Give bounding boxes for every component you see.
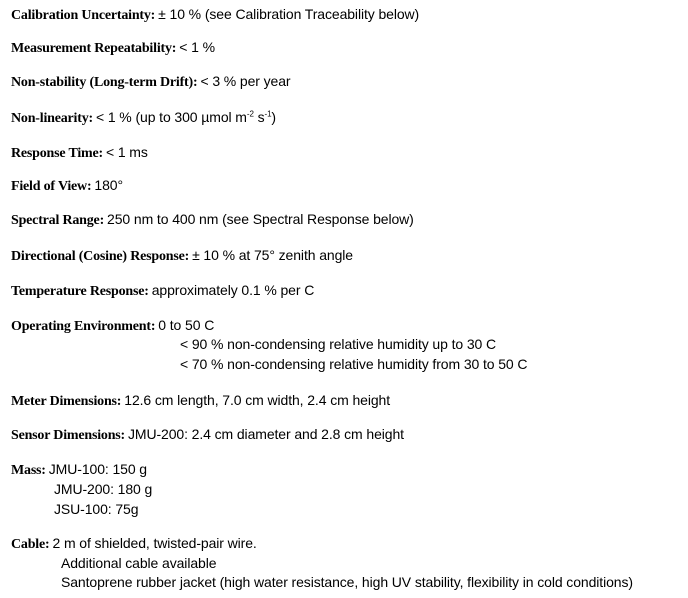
spec-label: Temperature Response: xyxy=(11,284,149,299)
spec-value: ± 10 % (see Calibration Traceability below) xyxy=(158,6,420,22)
spec-label: Measurement Repeatability: xyxy=(11,41,177,56)
spec-response-time xyxy=(11,144,148,162)
spec-label: Sensor Dimensions: xyxy=(11,428,125,443)
spec-mass xyxy=(11,461,147,479)
spec-temperature-response xyxy=(11,282,314,300)
spec-value: < 1 ms xyxy=(105,144,148,160)
spec-cable xyxy=(11,535,257,553)
spec-continuation-line: < 90 % non-condensing relative humidity up to 30 C xyxy=(180,336,497,352)
spec-value: < 1 % xyxy=(179,39,215,55)
spec-label: Non-linearity: xyxy=(11,111,93,126)
spec-value: 250 nm to 400 nm (see Spectral Response below) xyxy=(107,211,414,227)
spec-value-superscript: -1 xyxy=(264,109,272,119)
spec-value: 12.6 cm length, 7.0 cm width, 2.4 cm height xyxy=(124,392,390,408)
spec-continuation-line: < 70 % non-condensing relative humidity from 30 to 50 C xyxy=(180,356,528,372)
spec-value: 180° xyxy=(94,177,123,193)
spec-label: Cable: xyxy=(11,537,50,552)
spec-value: ± 10 % at 75° zenith angle xyxy=(192,247,353,263)
spec-field-of-view xyxy=(11,177,123,195)
spec-continuation-line: JSU-100: 75g xyxy=(54,501,139,517)
spec-measurement-repeatability xyxy=(11,39,215,57)
spec-sensor-dimensions xyxy=(11,426,404,444)
spec-value: 2 m of shielded, twisted-pair wire. xyxy=(52,535,257,551)
spec-label: Directional (Cosine) Response: xyxy=(11,249,190,264)
spec-spectral-range xyxy=(11,211,414,229)
spec-value: approximately 0.1 % per C xyxy=(151,282,315,298)
spec-label: Response Time: xyxy=(11,146,103,161)
spec-value-prefix: < 1 % (up to 300 µmol m xyxy=(95,109,247,125)
spec-value: 0 to 50 C xyxy=(158,317,215,333)
spec-meter-dimensions xyxy=(11,392,390,410)
spec-value-suffix: ) xyxy=(271,109,276,125)
spec-label: Meter Dimensions: xyxy=(11,394,122,409)
spec-label: Field of View: xyxy=(11,179,92,194)
spec-directional-response xyxy=(11,247,353,265)
spec-value-superscript: -2 xyxy=(246,109,254,119)
spec-non-linearity xyxy=(11,109,276,127)
spec-operating-environment xyxy=(11,317,214,335)
spec-calibration-uncertainty xyxy=(11,6,419,24)
spec-non-stability xyxy=(11,73,291,91)
spec-value xyxy=(96,109,276,125)
spec-value: JMU-100: 150 g xyxy=(48,461,147,477)
spec-value-mid: s xyxy=(253,109,265,125)
spec-label: Calibration Uncertainty: xyxy=(11,8,156,23)
spec-value: JMU-200: 2.4 cm diameter and 2.8 cm height xyxy=(128,426,404,442)
spec-value: < 3 % per year xyxy=(200,73,291,89)
spec-continuation-line: Santoprene rubber jacket (high water resistance, high UV stability, flexibility in cold conditions) xyxy=(61,574,633,590)
spec-continuation-line: Additional cable available xyxy=(61,555,217,571)
spec-label: Operating Environment: xyxy=(11,319,156,334)
spec-continuation-line: JMU-200: 180 g xyxy=(54,481,153,497)
spec-label: Mass: xyxy=(11,463,46,478)
spec-label: Non-stability (Long-term Drift): xyxy=(11,75,198,90)
spec-label: Spectral Range: xyxy=(11,213,105,228)
